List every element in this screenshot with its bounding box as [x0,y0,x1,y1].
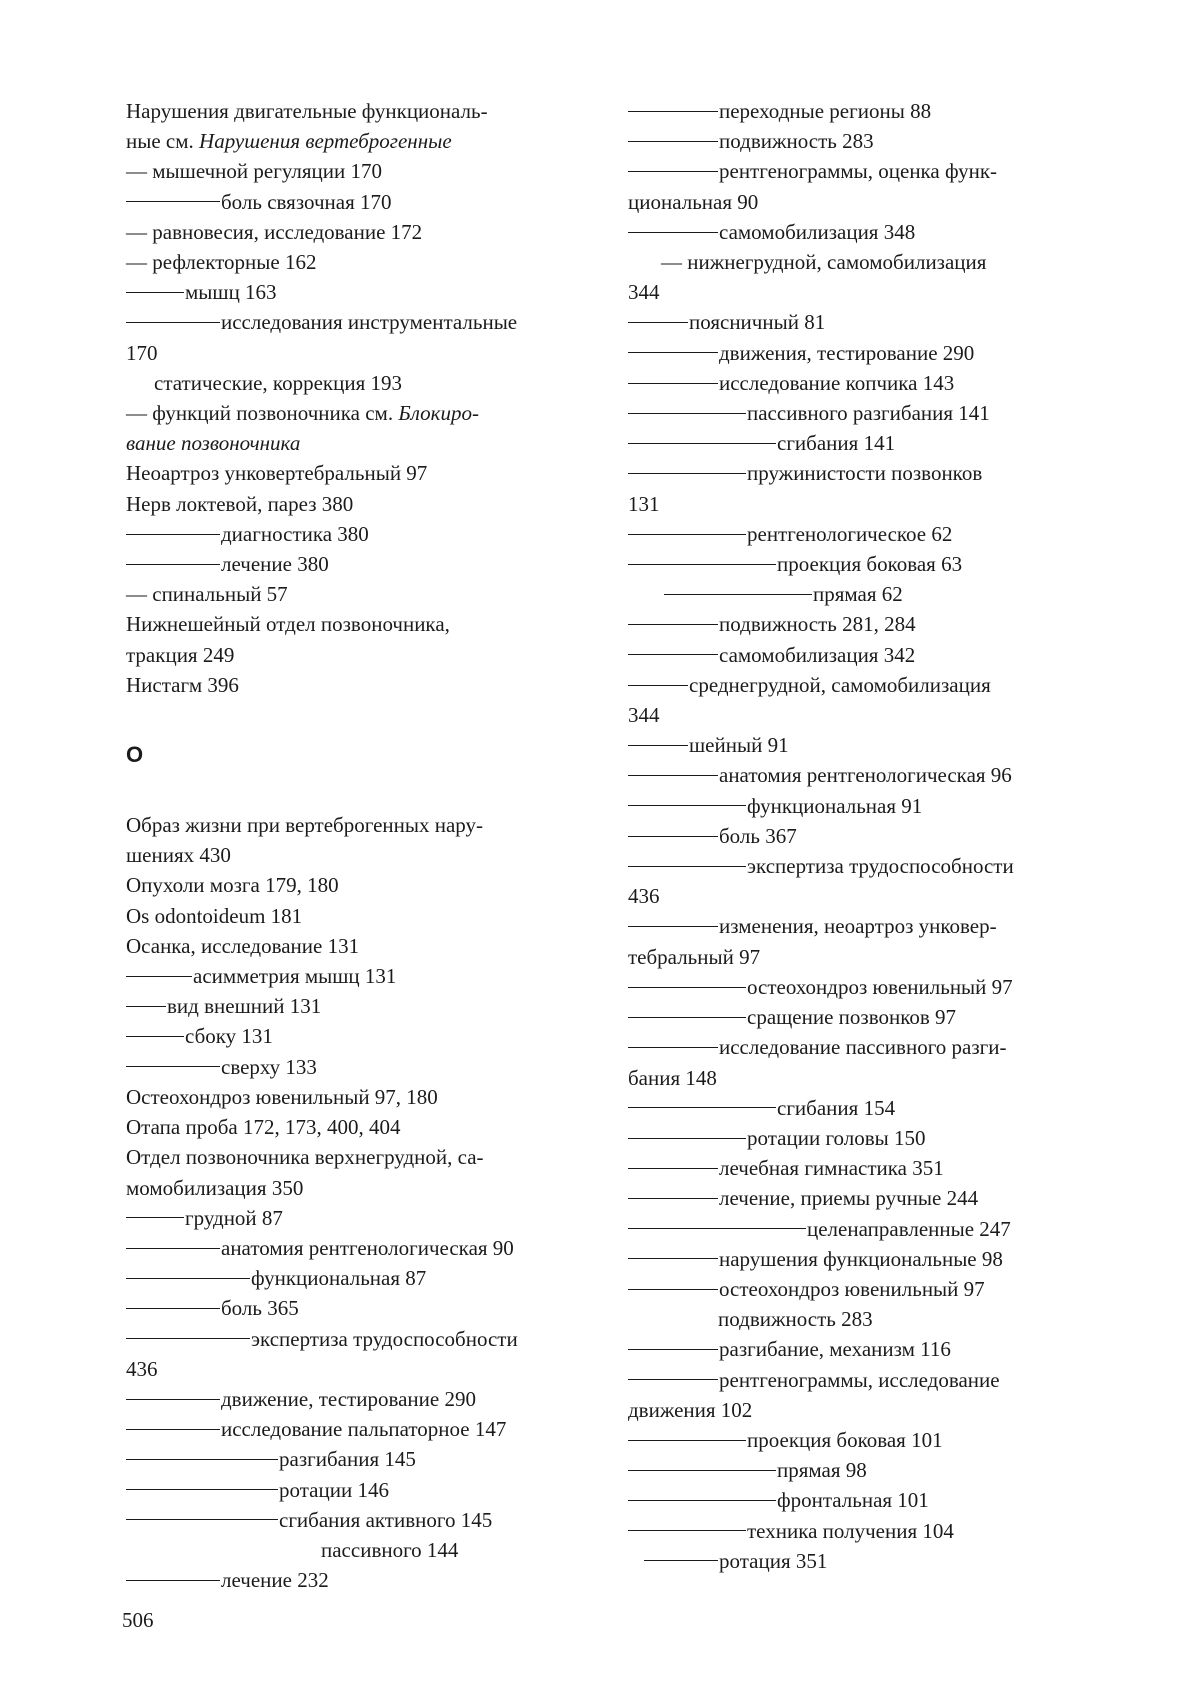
index-entry [126,398,586,428]
leader-dash [126,1248,220,1249]
entry-text: грудной 87 [185,1205,283,1230]
leader-dash [628,383,718,384]
leader-dash [628,745,688,746]
leader-dash [126,1036,184,1037]
index-entry [126,609,586,639]
index-entry [126,1384,586,1414]
entry-text: бания 148 [628,1065,717,1090]
index-entry [628,1365,1086,1395]
leader-dash [628,1349,718,1350]
leader-dash [126,534,220,535]
entry-text: функциональная 91 [747,793,923,818]
index-entry [126,1354,586,1384]
entry-text: проекция боковая 63 [777,552,963,577]
left-column [126,96,586,1595]
index-entry [126,1021,586,1051]
entry-text: пассивного 144 [321,1537,459,1562]
index-entry [126,489,586,519]
index-entry [126,247,586,277]
index-entry [628,458,1086,488]
leader-dash [628,1500,776,1501]
entry-text: боль 367 [719,823,797,848]
index-entry [628,911,1086,941]
leader-dash [628,564,776,565]
index-list-o [126,810,586,1595]
leader-dash [126,292,184,293]
entry-text: Нистагм 396 [126,672,239,697]
entry-text: переходные регионы 88 [719,99,932,123]
entry-text: асимметрия мышц 131 [193,964,397,989]
entry-text: вид внешний 131 [167,994,322,1019]
entry-text: техника получения 104 [747,1518,954,1543]
leader-dash [126,322,220,323]
entry-text: 436 [126,1356,158,1381]
entry-text: самомобилизация 348 [719,219,916,244]
leader-dash [628,654,718,655]
index-entry [628,1425,1086,1455]
entry-text: диагностика 380 [221,521,369,546]
index-entry [628,1485,1086,1515]
leader-dash [628,473,746,474]
leader-dash [628,1530,746,1531]
index-list-continued [628,96,1086,1576]
leader-dash [628,171,718,172]
index-entry [126,640,586,670]
entry-text: — рефлекторные 162 [126,250,317,275]
index-entry [126,126,586,156]
index-entry [126,1082,586,1112]
entry-text: исследования инструментальные [221,310,518,335]
index-entry [126,458,586,488]
entry-text: 344 [628,703,660,728]
entry-text: Нарушения двигательные функциональ- [126,99,488,123]
entry-text: ротация 351 [719,1548,828,1573]
index-entry [628,1214,1086,1244]
index-entry [628,96,1086,126]
leader-dash [126,1338,250,1339]
index-entry [628,1244,1086,1274]
entry-text: исследование копчика 143 [719,370,955,395]
index-entry [628,1153,1086,1183]
index-entry [126,1414,586,1444]
entry-text: подвижность 283 [718,1307,873,1332]
index-entry [126,519,586,549]
leader-dash [628,1289,718,1290]
leader-dash [126,564,220,565]
entry-text: мышц 163 [185,280,277,305]
leader-dash [664,594,812,595]
leader-dash [126,1429,220,1430]
entry-text: лечение 380 [221,552,329,577]
leader-dash [628,1258,718,1259]
index-entry [628,972,1086,1002]
entry-text: Отдел позвоночника верхнегрудной, са- [126,1145,484,1170]
leader-dash [628,352,718,353]
leader-dash [628,624,718,625]
index-entry [628,579,1086,609]
index-entry [628,760,1086,790]
entry-text: Образ жизни при вертеброгенных нару- [126,813,483,838]
index-entry [628,700,1086,730]
entry-text: ные см. [126,129,200,154]
index-entry [628,730,1086,760]
index-entry [628,489,1086,519]
index-entry [126,961,586,991]
entry-text: тебральный 97 [628,944,761,969]
entry-text: лечение 232 [221,1568,329,1593]
leader-dash [126,201,220,202]
page-number: 506 [122,1608,154,1632]
index-entry [126,840,586,870]
index-entry [628,428,1086,458]
entry-text: — спинальный 57 [126,582,288,607]
leader-dash [126,1308,220,1309]
entry-text: подвижность 281, 284 [719,612,916,637]
entry-text: Os odontoideum 181 [126,903,303,928]
leader-dash [126,1580,220,1581]
entry-text: Неоартроз унковертебральный 97 [126,461,428,486]
index-entry [126,1324,586,1354]
entry-text: Отапа проба 172, 173, 400, 404 [126,1115,401,1140]
index-entry [126,579,586,609]
entry-text: движения 102 [628,1397,753,1422]
index-entry [126,1142,586,1172]
leader-dash [628,413,746,414]
index-entry [628,1274,1086,1304]
index-entry [126,1444,586,1474]
entry-text: ротации 146 [279,1477,389,1502]
entry-text: рентгенограммы, оценка функ- [719,159,998,184]
entry-text: Нижнешейный отдел позвоночника, [126,612,450,637]
index-entry [126,368,586,398]
entry-text: исследование пассивного разги- [719,1035,1007,1060]
index-entry [628,1455,1086,1485]
leader-dash [628,685,688,686]
leader-dash [628,322,688,323]
index-entry [628,1516,1086,1546]
entry-text: боль связочная 170 [221,189,392,214]
entry-text: разгибание, механизм 116 [719,1337,951,1362]
index-entry [628,1334,1086,1364]
entry-text: тракция 249 [126,642,235,667]
entry-text: анатомия рентгенологическая 96 [719,763,1012,788]
entry-text: функциональная 87 [251,1266,427,1291]
leader-dash [628,1228,806,1229]
index-entry [126,428,586,458]
index-entry [126,1203,586,1233]
index-entry [126,670,586,700]
index-entry [126,931,586,961]
index-entry [126,277,586,307]
index-entry [126,991,586,1021]
entry-text: ротации головы 150 [747,1125,926,1150]
cross-reference: Блокиро- [398,401,479,426]
index-entry [126,1233,586,1263]
leader-dash [628,1440,746,1441]
index-entry [628,247,1086,277]
leader-dash [126,1399,220,1400]
entry-text: сращение позвонков 97 [747,1005,957,1030]
index-entry [628,791,1086,821]
entry-text: шениях 430 [126,843,231,868]
index-entry [628,821,1086,851]
entry-text: подвижность 283 [719,129,874,154]
index-entry [126,1052,586,1082]
leader-dash [628,866,746,867]
leader-dash [628,1470,776,1471]
entry-text: целенаправленные 247 [807,1216,1011,1241]
entry-text: 344 [628,280,660,305]
leader-dash [628,1047,718,1048]
index-entry [126,1173,586,1203]
entry-text: — функций позвоночника см. [126,401,399,426]
index-entry [126,1112,586,1142]
leader-dash [628,443,776,444]
leader-dash [644,1560,718,1561]
entry-text: движения, тестирование 290 [719,340,975,365]
index-entry [628,942,1086,972]
index-entry [628,549,1086,579]
leader-dash [126,1459,278,1460]
entry-text: рентгенограммы, исследование [719,1367,1000,1392]
index-entry [628,277,1086,307]
index-entry [126,187,586,217]
leader-dash [628,987,746,988]
entry-text: Остеохондроз ювенильный 97, 180 [126,1084,438,1109]
leader-dash [126,1217,184,1218]
index-entry [628,1063,1086,1093]
entry-text: циональная 90 [628,189,759,214]
entry-text: остеохондроз ювенильный 97 [719,1276,985,1301]
leader-dash [628,775,718,776]
index-entry [126,810,586,840]
entry-text: фронтальная 101 [777,1488,929,1513]
entry-text: лечение, приемы ручные 244 [719,1186,979,1211]
entry-text: сверху 133 [221,1054,317,1079]
entry-text: шейный 91 [689,733,789,758]
index-entry [628,1032,1086,1062]
leader-dash [628,1198,718,1199]
entry-text: экспертиза трудоспособности [251,1326,518,1351]
index-entry [126,1263,586,1293]
index-entry [628,851,1086,881]
index-entry [126,1565,586,1595]
cross-reference: вание позвоночника [126,431,301,456]
leader-dash [628,1168,718,1169]
leader-dash [628,1379,718,1380]
index-entry [628,156,1086,186]
leader-dash [628,111,718,112]
index-entry [628,1093,1086,1123]
index-entry [628,1395,1086,1425]
leader-dash [628,1138,746,1139]
entry-text: прямая 62 [813,582,903,607]
leader-dash [628,534,746,535]
entry-text: статические, коррекция 193 [154,370,402,395]
index-entry [628,217,1086,247]
index-entry [628,519,1086,549]
index-entry [126,549,586,579]
leader-dash [628,1107,776,1108]
leader-dash [126,1519,278,1520]
entry-text: среднегрудной, самомобилизация [689,672,991,697]
index-entry [126,338,586,368]
entry-text: Опухоли мозга 179, 180 [126,873,339,898]
entry-text: разгибания 145 [279,1447,416,1472]
index-entry [126,217,586,247]
leader-dash [628,926,718,927]
index-entry [628,1304,1086,1334]
cross-reference: Нарушения вертеброгенные [199,129,452,154]
index-entry [628,126,1086,156]
leader-dash [628,232,718,233]
index-entry [126,1293,586,1323]
leader-dash [628,141,718,142]
leader-dash [628,1017,746,1018]
entry-text: сгибания активного 145 [279,1507,493,1532]
index-entry [628,670,1086,700]
entry-text: изменения, неоартроз унковер- [719,914,997,939]
entry-text: лечебная гимнастика 351 [719,1156,944,1181]
index-entry [628,1002,1086,1032]
index-entry [126,1475,586,1505]
entry-text: проекция боковая 101 [747,1427,943,1452]
entry-text: — равновесия, исследование 172 [126,219,423,244]
entry-text: прямая 98 [777,1458,867,1483]
entry-text: сбоку 131 [185,1024,273,1049]
leader-dash [126,1278,250,1279]
entry-text: остеохондроз ювенильный 97 [747,974,1013,999]
entry-text: Осанка, исследование 131 [126,933,360,958]
entry-text: исследование пальпаторное 147 [221,1417,507,1442]
leader-dash [628,836,718,837]
entry-text: экспертиза трудоспособности [747,854,1014,879]
entry-text: 436 [628,884,660,909]
entry-text: движение, тестирование 290 [221,1386,476,1411]
index-entry [628,609,1086,639]
entry-text: Нерв локтевой, парез 380 [126,491,354,516]
leader-dash [126,1006,166,1007]
index-entry [126,156,586,186]
entry-text: — мышечной регуляции 170 [126,159,383,184]
index-entry [126,870,586,900]
entry-text: пружинистости позвонков [747,461,983,486]
entry-text: 170 [126,340,158,365]
index-entry [628,1183,1086,1213]
index-entry [628,187,1086,217]
entry-text: нарушения функциональные 98 [719,1246,1003,1271]
entry-text: боль 365 [221,1296,299,1321]
index-entry [126,307,586,337]
entry-text: самомобилизация 342 [719,642,916,667]
entry-text: 131 [628,491,660,516]
section-letter: О [126,742,144,768]
index-entry [628,1546,1086,1576]
index-entry [126,96,586,126]
entry-text: момобилизация 350 [126,1175,304,1200]
entry-text: сгибания 154 [777,1095,896,1120]
entry-text: — нижнегрудной, самомобилизация [661,250,987,275]
index-entry [628,338,1086,368]
leader-dash [126,976,192,977]
index-entry [126,1505,586,1535]
entry-text: поясничный 81 [689,310,826,335]
right-column [628,96,1086,1576]
index-entry [628,368,1086,398]
index-list-n [126,96,586,700]
entry-text: рентгенологическое 62 [747,521,953,546]
entry-text: пассивного разгибания 141 [747,401,990,426]
index-entry [628,398,1086,428]
leader-dash [126,1066,220,1067]
entry-text: сгибания 141 [777,431,896,456]
leader-dash [628,805,746,806]
index-entry [628,307,1086,337]
entry-text: анатомия рентгенологическая 90 [221,1235,514,1260]
index-entry [628,640,1086,670]
index-entry [126,901,586,931]
leader-dash [126,1489,278,1490]
index-entry [628,1123,1086,1153]
index-entry [126,1535,586,1565]
index-entry [628,881,1086,911]
